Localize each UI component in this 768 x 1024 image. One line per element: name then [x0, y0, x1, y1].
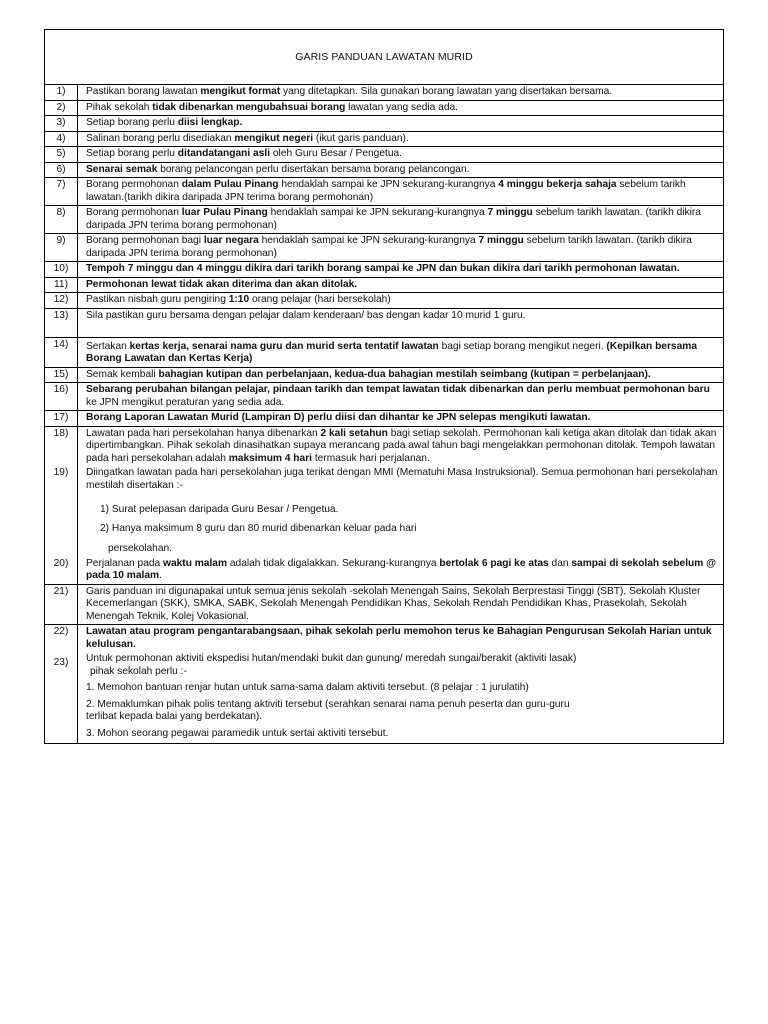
row-text	[78, 426, 724, 466]
row-number: 6)	[45, 162, 78, 178]
text-run: .	[159, 570, 162, 581]
table-row	[45, 262, 723, 278]
row-number: 13)	[45, 308, 78, 337]
text-run: sebelum tarikh lawatan.(tarikh dikira daripada JPN terima borang permohonan)	[86, 179, 686, 203]
row-text	[78, 262, 724, 278]
row-number: 1)	[45, 85, 78, 100]
row-text	[78, 85, 724, 100]
table-row	[45, 162, 723, 178]
row-number: 20)	[45, 557, 78, 585]
row19-list	[86, 504, 721, 556]
row-number: 4)	[45, 131, 78, 147]
text-run: Garis panduan ini digunapakai untuk semua jenis sekolah -sekolah Menengah Sains, Sekolah Berprestasi Tinggi (SBT), Sekolah Kluster Kecemerlangan (SKK), SMKA, SABK, Sekolah Menengah Pendidikan Khas, Sekolah Rendah Pendidikan Khas, Prasekolah, Sekolah Menengah Teknik, Kolej Vokasional.	[86, 585, 701, 622]
table-row	[45, 206, 723, 234]
row23-item-2b: terlibat kepada balai yang berdekatan).	[86, 711, 263, 722]
text-run: hendaklah sampai ke JPN sekurang-kurangnya	[278, 179, 499, 190]
row-number: 10)	[45, 262, 78, 278]
bold-text: luar Pulau Pinang	[181, 207, 268, 218]
text-run: hendaklah sampai ke JPN sekurang-kurangnya	[267, 207, 488, 218]
row-number: 22)	[45, 625, 78, 653]
bold-text: Lawatan atau program pengantarabangsaan, pihak sekolah perlu memohon terus ke Bahagian Pengurusan Sekolah Harian untuk kelulusan.	[86, 626, 712, 650]
row-number: 3)	[45, 116, 78, 132]
row-number: 12)	[45, 293, 78, 309]
row-number: 18)	[45, 426, 78, 466]
bold-text: 1:10	[228, 294, 250, 305]
bold-text: tidak dibenarkan mengubahsuai borang	[152, 101, 346, 113]
row-text	[78, 277, 724, 293]
row-text	[78, 383, 724, 411]
row23-intro-2: pihak sekolah perlu :-	[90, 665, 187, 677]
table-row	[45, 277, 723, 293]
rows-group-b	[45, 557, 723, 653]
bold-text: 7 minggu	[478, 235, 524, 246]
row19-item-2b: persekolahan.	[108, 543, 173, 554]
table-row	[45, 625, 723, 653]
text-run: Lawatan pada hari persekolahan hanya dibenarkan	[86, 427, 321, 439]
row19-item-2: 2) Hanya maksimum 8 guru dan 80 murid dibenarkan keluar pada hari	[100, 522, 417, 534]
text-run: ke JPN mengikut peraturan yang sedia ada.	[86, 396, 285, 408]
row-number: 16)	[45, 383, 78, 411]
bold-text: Senarai semak	[86, 163, 158, 175]
text-run: lawatan yang sedia ada.	[345, 101, 459, 113]
row-number: 14)	[45, 337, 78, 367]
text-run: oleh Guru Besar / Pengetua.	[270, 148, 403, 159]
row19-intro: Diingatkan lawatan pada hari persekolahan juga terikat dengan MMI (Mematuhi Masa Instruksional). Semua permohonan hari persekolahan mestilah disertakan :-	[86, 467, 718, 491]
row-text	[78, 162, 724, 178]
text-run: yang ditetapkan. Sila gunakan borang lawatan yang disertakan bersama.	[280, 86, 613, 97]
bold-text: kertas kerja, senarai nama guru dan murid serta tentatif lawatan	[129, 340, 439, 352]
page-title: GARIS PANDUAN LAWATAN MURID	[295, 51, 473, 63]
text-run: bagi setiap borang mengikut negeri.	[438, 340, 607, 352]
bold-text: luar negara	[203, 235, 259, 246]
table-row	[45, 466, 723, 557]
bold-text: mengikut negeri	[234, 132, 314, 144]
table-row	[45, 178, 723, 206]
table-row	[45, 85, 723, 100]
row-number: 8)	[45, 206, 78, 234]
text-run: Perjalanan pada	[86, 557, 164, 569]
guidelines-sheet	[44, 29, 724, 744]
text-run: Borang permohonan	[86, 207, 182, 218]
table-row	[45, 557, 723, 585]
row-text	[78, 116, 724, 132]
row-number: 11)	[45, 277, 78, 293]
row-text	[78, 100, 724, 116]
table-row	[45, 147, 723, 163]
row23-intro-1: Untuk permohonan aktiviti ekspedisi hutan/mendaki bukit dan gunung/ meredah sungai/berakit (aktiviti lasak)	[86, 653, 577, 664]
row-text	[78, 234, 724, 262]
text-run: Sertakan	[86, 340, 130, 352]
bold-text: Sebarang perubahan bilangan pelajar, pindaan tarikh dan tempat lawatan tidak dibenarkan dan perlu membuat permohonan baru	[86, 384, 710, 395]
table-row	[45, 293, 723, 309]
bold-text: waktu malam	[163, 557, 228, 569]
row23-item-3: 3. Mohon seorang pegawai paramedik untuk sertai aktiviti tersebut.	[86, 727, 389, 739]
text-run: Pastikan nisbah guru pengiring	[86, 294, 229, 305]
bold-text: 7 minggu	[487, 207, 533, 218]
row-text	[78, 308, 724, 337]
row-number: 9)	[45, 234, 78, 262]
guidelines-table	[45, 85, 723, 743]
row-text	[78, 411, 724, 427]
row-number: 7)	[45, 178, 78, 206]
text-run: Salinan borang perlu disediakan	[86, 132, 235, 144]
text-run: Setiap borang perlu	[86, 148, 178, 159]
text-run: Setiap borang perlu	[86, 117, 178, 128]
row19-item-1: 1) Surat pelepasan daripada Guru Besar / Pengetua.	[100, 504, 339, 515]
text-run: bagi setiap sekolah. Permohonan kali ketiga akan ditolak dan tidak akan dipertimbangkan. Pihak sekolah dinasihatkan supaya merancang pada awal tahun bagi mengelakkan permohonan ditolak. Tempoh lawatan pada hari persekolahan adalah	[86, 427, 717, 464]
table-row	[45, 131, 723, 147]
row23-item-2: 2. Memaklumkan pihak polis tentang aktiviti tersebut (serahkan senarai nama penuh peserta dan guru-guru	[86, 698, 570, 710]
table-row	[45, 100, 723, 116]
text-run: orang pelajar (hari bersekolah)	[249, 294, 391, 305]
bold-text: mengikut format	[200, 86, 281, 97]
bold-text: bahagian kutipan dan perbelanjaan, kedua-dua bahagian mestilah seimbang (kutipan = perbelanjaan).	[158, 368, 651, 380]
table-row	[45, 234, 723, 262]
table-row	[45, 584, 723, 625]
text-run: sebelum tarikh lawatan. (tarikh dikira daripada JPN terima borang permohonan)	[86, 207, 701, 231]
text-run: Borang permohonan bagi	[86, 235, 204, 246]
row-text	[78, 337, 724, 367]
bold-text: dalam Pulau Pinang	[181, 179, 279, 190]
table-row	[45, 367, 723, 383]
row-number: 2)	[45, 100, 78, 116]
text-run: Pihak sekolah	[86, 101, 153, 113]
row-text	[78, 584, 724, 625]
table-row	[45, 308, 723, 337]
row23-item-1: 1. Memohon bantuan renjar hutan untuk sama-sama dalam aktiviti tersebut. (8 pelajar : 1 jurulatih)	[86, 682, 529, 693]
table-row	[45, 411, 723, 427]
row-number: 21)	[45, 584, 78, 625]
table-row	[45, 337, 723, 367]
bold-text: maksimum 4 hari	[228, 452, 312, 464]
bold-text: 2 kali setahun	[320, 427, 388, 439]
row-text	[78, 206, 724, 234]
row-text	[78, 367, 724, 383]
row-text	[78, 652, 724, 743]
text-run: termasuk hari perjalanan.	[312, 452, 430, 464]
text-run: Semak kembali	[86, 368, 159, 380]
row-text	[78, 293, 724, 309]
table-row	[45, 383, 723, 411]
bold-text: Tempoh 7 minggu dan 4 minggu dikira dari tarikh borang sampai ke JPN dan bukan dikira dari tarikh permohonan lawatan.	[86, 263, 680, 274]
table-row	[45, 116, 723, 132]
table-row	[45, 426, 723, 466]
row-text	[78, 147, 724, 163]
bold-text: sampai di sekolah sebelum @ pada 10 malam	[86, 557, 717, 581]
row-text	[78, 625, 724, 653]
bold-text: (Kepilkan bersama Borang Lawatan dan Kertas Kerja)	[86, 340, 697, 364]
row-number: 23)	[45, 652, 78, 743]
text-run: hendaklah sampai ke JPN sekurang-kurangnya	[258, 235, 479, 246]
row-number: 5)	[45, 147, 78, 163]
row-text	[78, 178, 724, 206]
text-run: Pastikan borang lawatan	[86, 86, 201, 97]
title-row	[45, 30, 723, 85]
text-run: dan	[548, 557, 572, 569]
bold-text: 4 minggu bekerja sahaja	[498, 179, 617, 190]
row-number: 19)	[45, 466, 78, 557]
bold-text: bertolak 6 pagi ke atas	[439, 557, 549, 569]
rows-group-19	[45, 466, 723, 557]
text-run: adalah tidak digalakkan. Sekurang-kurangnya	[227, 557, 440, 569]
row-text	[78, 131, 724, 147]
text-run: (ikut garis panduan).	[313, 132, 409, 144]
table-row	[45, 652, 723, 743]
row-number: 15)	[45, 367, 78, 383]
rows-group-a	[45, 85, 723, 466]
row-text	[78, 557, 724, 585]
bold-text: Borang Laporan Lawatan Murid (Lampiran D) perlu diisi dan dihantar ke JPN selepas mengikuti lawatan.	[86, 412, 591, 423]
bold-text: ditandatangani asli	[177, 148, 271, 159]
text-run: borang pelancongan perlu disertakan bersama borang pelancongan.	[157, 163, 470, 175]
bold-text: Permohonan lewat tidak akan diterima dan akan ditolak.	[86, 278, 358, 290]
text-run: Borang permohonan	[86, 179, 182, 190]
text-run: Sila pastikan guru bersama dengan pelajar dalam kenderaan/ bas dengan kadar 10 murid 1 guru.	[86, 309, 526, 321]
row-number: 17)	[45, 411, 78, 427]
row-text	[78, 466, 724, 557]
text-run: sebelum tarikh lawatan. (tarikh dikira daripada JPN terima borang permohonan)	[86, 235, 692, 259]
bold-text: diisi lengkap.	[177, 117, 243, 128]
rows-group-23	[45, 652, 723, 743]
